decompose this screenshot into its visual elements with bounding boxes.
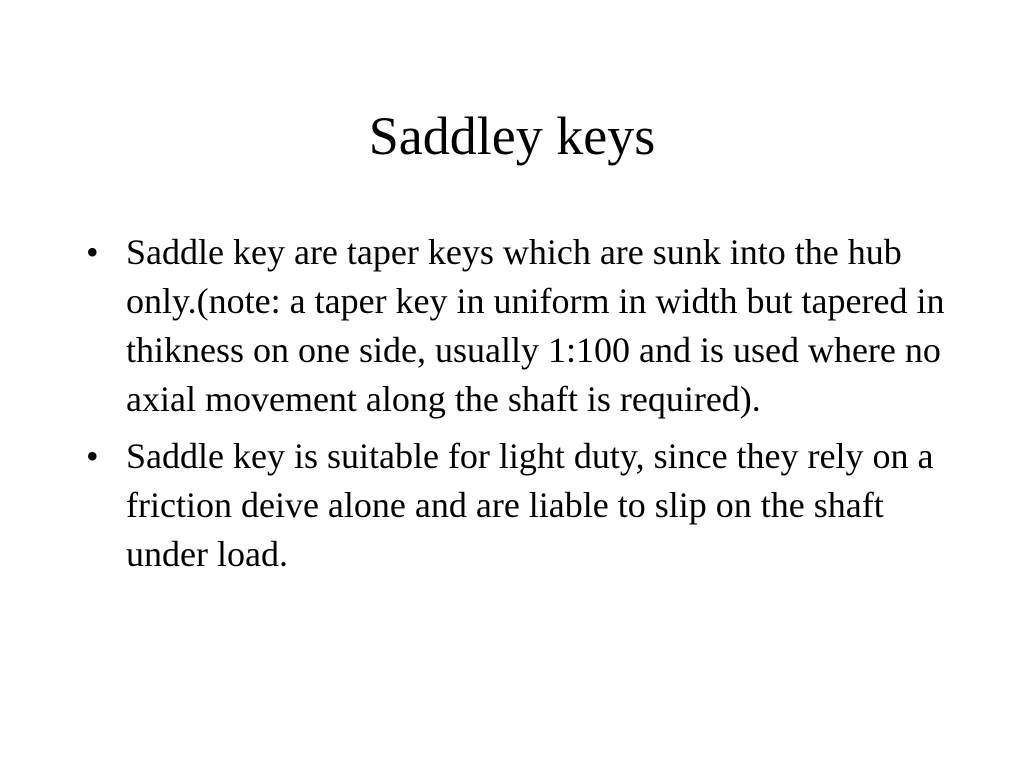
bullet-text-2: Saddle key is suitable for light duty, since they rely on a friction deive alone and are liable to slip on the shaft under load.: [126, 436, 934, 574]
bullet-item-1: [86, 228, 946, 424]
bullet-marker-icon: •: [86, 232, 99, 272]
slide-title: Saddley keys: [368, 106, 656, 166]
bullet-list: [86, 228, 946, 587]
bullet-item-2: [86, 432, 946, 579]
bullet-text-1: Saddle key are taper keys which are sunk into the hub only.(note: a taper key in uniform in width but tapered in thikness on one side, usually 1:100 and is used where no axial movement along the shaft is required).: [126, 232, 945, 419]
bullet-marker-icon: •: [86, 436, 99, 476]
